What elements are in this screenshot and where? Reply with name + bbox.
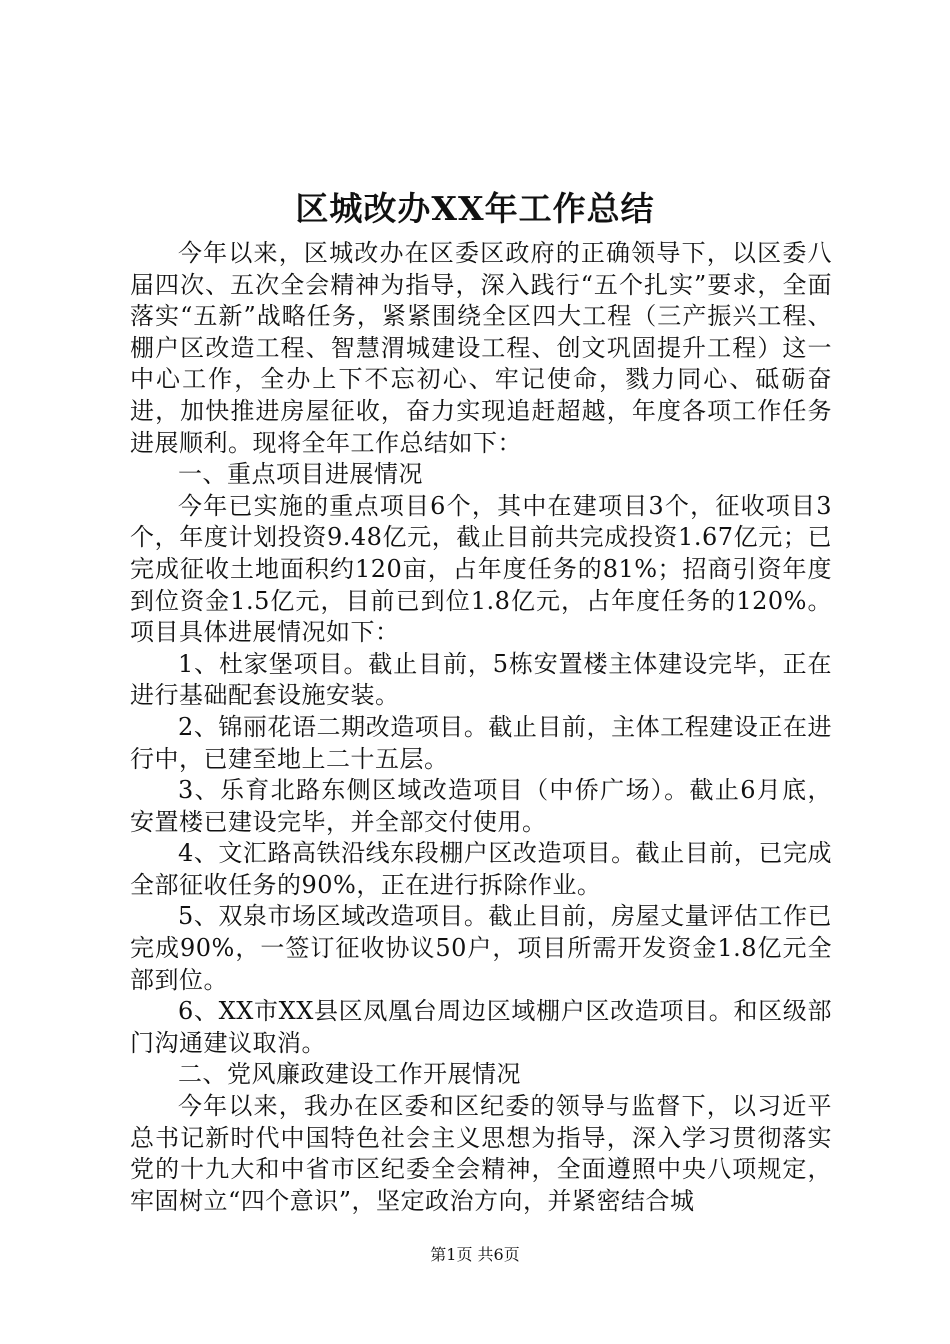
document-body: [130, 238, 832, 1217]
page-number-footer: 第1页 共6页: [430, 1245, 520, 1264]
project-item-6: 6、XX市XX县区凤凰台周边区域棚户区改造项目。和区级部门沟通建议取消。: [130, 997, 832, 1057]
project-item-3: 3、乐育北路东侧区域改造项目（中侨广场）。截止6月底，安置楼已建设完毕，并全部交付使用。: [130, 776, 832, 836]
document-title: 区城改办XX年工作总结: [295, 189, 655, 228]
project-item-4: 4、文汇路高铁沿线东段棚户区改造项目。截止目前，已完成全部征收任务的90%，正在进行拆除作业。: [130, 839, 832, 899]
project-item-1: 1、杜家堡项目。截止目前，5栋安置楼主体建设完毕，正在进行基础配套设施安装。: [130, 649, 832, 710]
section-heading-party-conduct: 二、党风廉政建设工作开展情况: [178, 1060, 521, 1089]
project-item-2: 2、锦丽花语二期改造项目。截止目前，主体工程建设正在进行中，已建至地上二十五层。: [130, 712, 832, 773]
intro-paragraph: 今年以来，区城改办在区委区政府的正确领导下，以区委八届四次、五次全会精神为指导，深入践行“五个扎实”要求，全面落实“五新”战略任务，紧紧围绕全区四大工程（三产振兴工程、棚户区改造工程、智慧渭城建设工程、创文巩固提升工程）这一中心工作，全办上下不忘初心、牢记使命，戮力同心、砥砺奋进，加快推进房屋征收，奋力实现追赶超越，年度各项工作任务进展顺利。现将全年工作总结如下：: [130, 239, 832, 457]
section-heading-key-projects: 一、重点项目进展情况: [178, 460, 423, 489]
party-conduct-paragraph: 今年以来，我办在区委和区纪委的领导与监督下，以习近平总书记新时代中国特色社会主义思想为指导，深入学习贯彻落实党的十九大和中省市区纪委全会精神，全面遵照中央八项规定，牢固树立“四个意识”，坚定政治方向，并紧密结合城: [130, 1092, 832, 1215]
project-item-5: 5、双泉市场区域改造项目。截止目前，房屋丈量评估工作已完成90%，一签订征收协议50户，项目所需开发资金1.8亿元全部到位。: [130, 902, 832, 994]
key-projects-summary-paragraph: 今年已实施的重点项目6个，其中在建项目3个，征收项目3个，年度计划投资9.48亿元，截止目前共完成投资1.67亿元；已完成征收土地面积约120亩，占年度任务的81%；招商引资年度到位资金1.5亿元，目前已到位1.8亿元，占年度任务的120%。项目具体进展情况如下：: [130, 491, 832, 647]
